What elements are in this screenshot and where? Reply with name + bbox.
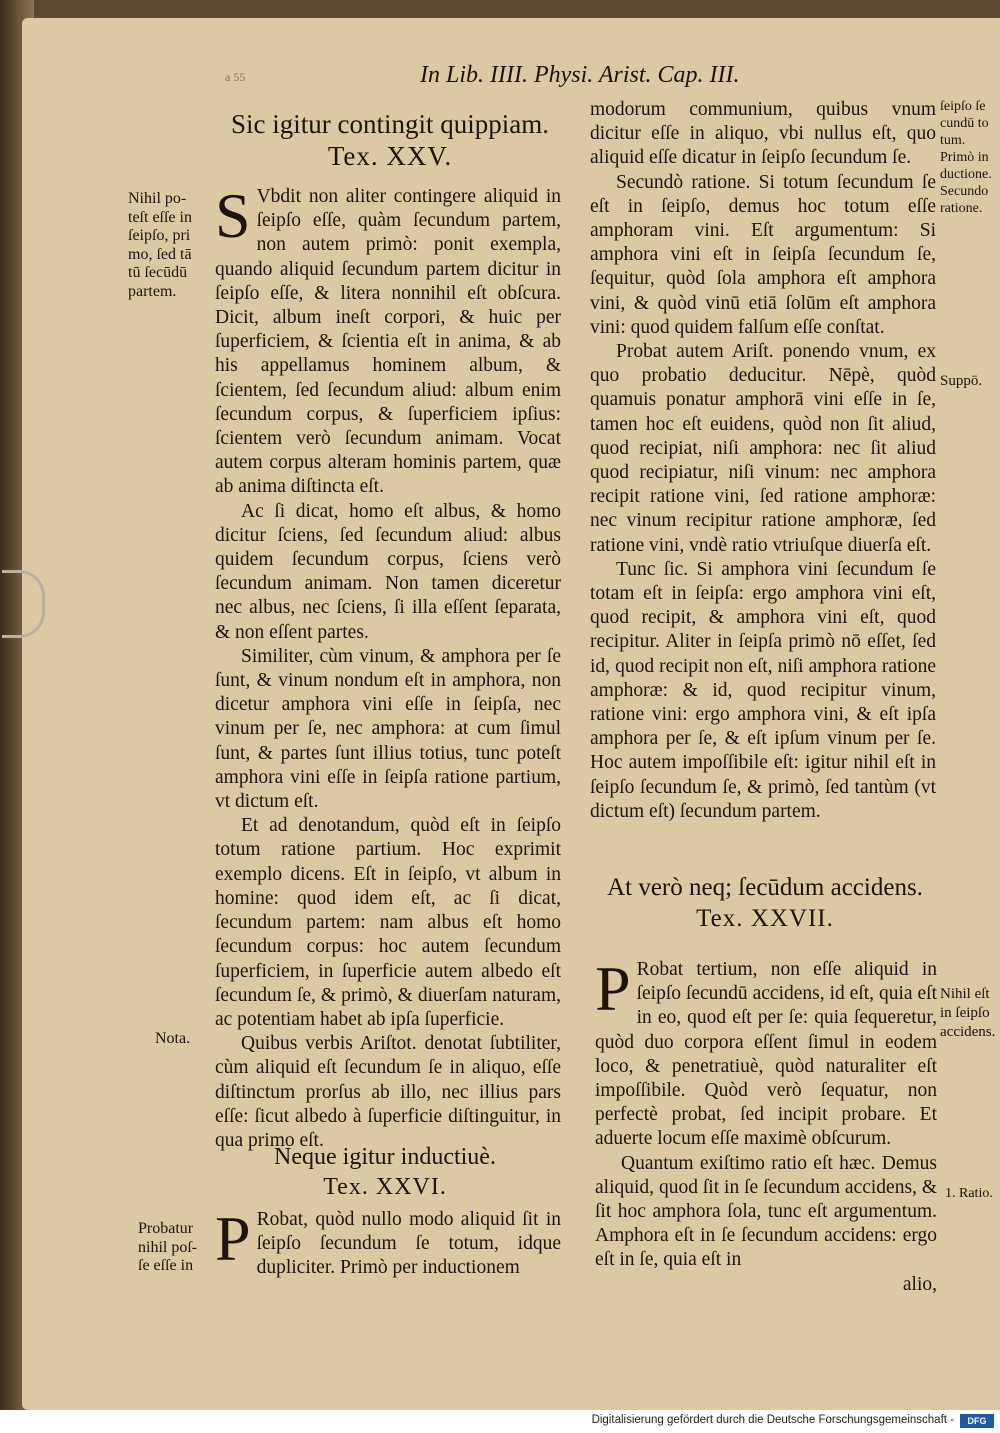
margin-note-right-1: ſeipſo ſe cundū to tum. Primò in ductione. Secundo ratione. (940, 99, 992, 216)
heading-tex: Tex. XXVI. (323, 1174, 447, 1200)
paragraph: Quantum exiſtimo ratio eſt hæc. Demus aliquid, quod ſit in ſe ſecundum accidens, & ſit hoc amphora ſola, tunc eſt argumentum. Amphora eſt in ſe ſecundum accidens: ergo eſt in ſe, quia eſt in (595, 1152, 937, 1271)
running-title: In Lib. IIII. Physi. Arist. Cap. III. (420, 62, 740, 88)
left-column-text (215, 180, 561, 1153)
paragraph: Quibus verbis Ariſtot. denotat ſubtiliter, cùm aliquid eſt ſecundum ſe in aliquo, eſſe diſtinctum prorſus ab illo, nec illius pars eſſe: ſicut albedo à ſuperficie diſtinguitur, in qua primo eſt. (215, 1033, 561, 1151)
margin-note-left-1: Nihil po- teſt eſſe in ſeipſo, pri mo, ſed tā tū ſecūdū partem. (128, 190, 192, 300)
dropcap-p: P (215, 1203, 251, 1274)
paragraph: Tunc ſic. Si amphora vini ſecundum ſe totam eſt in ſeipſa: ergo amphora vini eſt, quod recipit, & amphora vini eſt, quod recipitur. Aliter in ſeipſa primò nō eſſet, ſed id, quod recipit non eſt, niſi amphora ratione amphoræ: & id, quod recipitur vinum, ratione vini: ergo amphora vini, & eſt ipſa amphora per ſe, & eſt ipſum vinum per ſe. Hoc autem impoſſibile eſt: igitur nihil eſt in ſeipſo ſecundum ſe, & primò, ſed tantùm (vt dictum eſt) ſecundum partem. (590, 558, 936, 822)
section-heading-27 (585, 872, 945, 934)
paragraph: Probat autem Ariſt. ponendo vnum, ex quo probatio deducitur. Nēpè, quòd quamuis ponatur amphorā vini eſſe in ſe, tamen hoc eſt euidens, quòd non ſit aliud, quod recipiat, niſi amphora: nec ſit aliud quod recipiatur, niſi vinum: nec amphora recipit ratione vini, ſed ratione amphoræ: nec vinum recipitur ratione amphoræ, ſed ratione vini, vndè ratio vtriuſque diuerſa eſt. (590, 341, 936, 556)
footer-credit: Digitalisierung gefördert durch die Deutsche Forschungsgemeinschaft - (591, 1414, 954, 1426)
margin-note-right-4: 1. Ratio. (945, 1186, 993, 1201)
left-column-text-2 (215, 1203, 561, 1281)
dfg-logo: DFG (960, 1414, 994, 1428)
heading-title: At verò neq; ſecūdum accidens. (607, 874, 923, 901)
heading-tex: Tex. XXV. (327, 141, 453, 171)
paragraph: Ac ſi dicat, homo eſt albus, & homo dicitur ſciens, ſed ſecundum aliud: albus quidem ſecundum corpus, ſciens verò ſecundum animam. Non tamen diceretur nec albus, nec ſciens, ſi illa eſſent ſeparata, & non eſſent partes. (215, 500, 561, 643)
paragraph: Similiter, cùm vinum, & amphora per ſe ſunt, & vinum nondum eſt in amphora, non dicetur amphora vini eſſe in ſeipſa, nec vinum per ſe, nec amphora: at cum ſimul ſunt, & partes ſunt illius totius, tunc poteſt amphora vini eſſe in ſeipſa ratione partium, vt dictum eſt. (215, 645, 561, 813)
paragraph: Robat tertium, non eſſe aliquid in ſeipſo ſecundū accidens, id eſt, quia eſt in eo, quod eſt per ſe: quia ſequeretur, quòd duo corpora eſſent ſimul in eodem loco, & penetratiuè, quòd naturaliter eſt impoſſibile. Quòd verò ſequatur, non perfectè probat, ſed incipit probare. Et aduerte locum eſſe maximè obſcurum. (595, 959, 937, 1150)
paragraph: Secundò ratione. Si totum ſecundum ſe eſt in ſeipſo, demus hoc totum eſſe amphoram vini. Eſt argumentum: Si amphora vini eſt in ſeipſa ſecundum ſe, ſequitur, quòd ſola amphora eſt amphora vini, & quòd vinū etiā ſolūm eſt amphora vini: quod quidem falſum eſſe conſtat. (590, 171, 936, 338)
footer-bar (0, 1410, 1000, 1433)
dropcap-s: S (215, 180, 251, 251)
paragraph: Robat, quòd nullo modo aliquid ſit in ſeipſo ſecundum ſe totum, idque dupliciter. Primò per inductionem (256, 1209, 561, 1279)
page-clip (2, 570, 45, 638)
heading-title: Sic igitur contingit quippiam. (231, 109, 549, 139)
right-column-text (590, 98, 936, 824)
page-marker: a 55 (225, 70, 246, 84)
dropcap-p: P (595, 953, 631, 1024)
margin-note-right-2: Suppō. (940, 373, 983, 389)
paragraph: Et ad denotandum, quòd eſt in ſeipſo totum ratione partium. Hoc exprimit exemplo dicens. Eſt in ſeipſo, vt album in homine: quod idem eſt, ac ſi dicat, ſecundum partem: nam albus eſt homo ſecundum corpus: hoc autem ſecundum ſuperficiem, in ſuperficie autem albedo eſt ſecundum ſe, & primò, & diuerſam naturam, ac potentiam habet ab ipſa ſuperficie. (215, 815, 561, 1030)
section-heading-26 (200, 1142, 570, 1202)
paragraph: Vbdit non aliter contingere aliquid in ſeipſo eſſe, quàm ſecundum partem, non autem primò: ponit exempla, quando aliquid ſecundum partem dicitur in ſeipſo eſſe, & litera nonnihil eſt obſcura. Dicit, album ineſt corpori, & huic per ſuperficiem, & ſcientia eſt in anima, & ab his appellamus hominem album, & ſcientem, ſed ſecundum aliud: album enim ſecundum corpus, & ſuperficiem ipſius: ſcientem verò ſecundum animam. Vocat autem corpus alteram hominis partem, quæ ab anima diſtincta eſt. (215, 186, 561, 498)
margin-note-right-3: Nihil eſt in ſeipſo accidens. (940, 986, 996, 1040)
section-heading-25 (205, 108, 575, 172)
margin-note-left-3: Probatur nihil poſ- ſe eſſe in (138, 1220, 198, 1274)
paragraph: modorum communium, quibus vnum dicitur eſſe in aliquo, vbi nullus eſt, quo aliquid eſſe dicatur in ſeipſo ſecundum ſe. (590, 99, 936, 169)
heading-title: Neque igitur inductiuè. (274, 1144, 496, 1170)
margin-note-left-2: Nota. (155, 1030, 191, 1047)
heading-tex: Tex. XXVII. (696, 905, 834, 932)
right-column-text-2 (595, 953, 937, 1297)
catchword: alio, (902, 1273, 937, 1295)
